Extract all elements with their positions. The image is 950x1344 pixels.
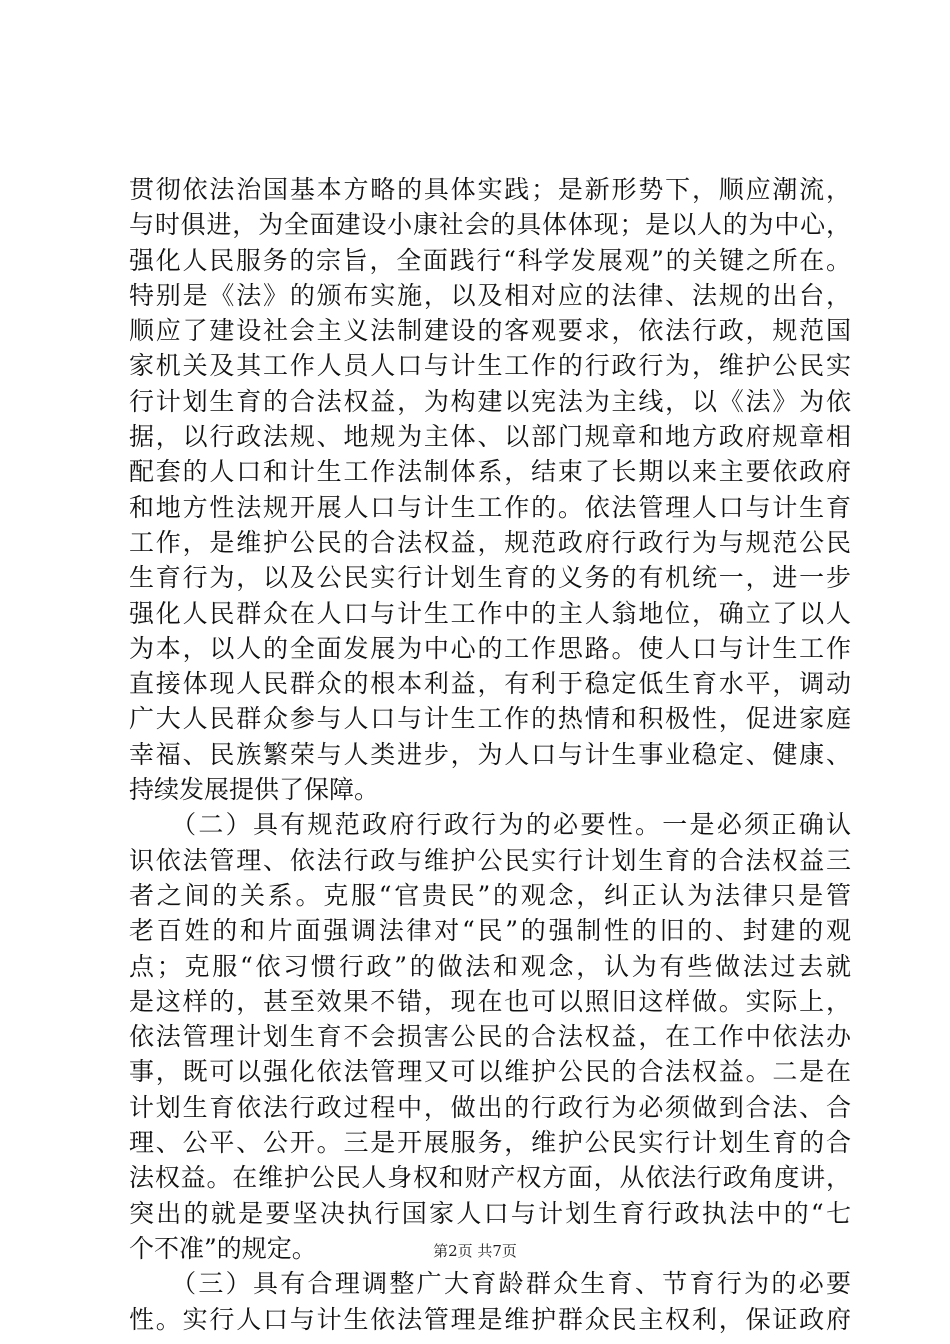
text-line: 法权益。在维护公民人身权和财产权方面，从依法行政角度讲， xyxy=(129,1163,851,1193)
text-line: 强化人民服务的宗旨，全面践行“科学发展观”的关键之所在。 xyxy=(129,245,851,275)
text-line: 与时俱进，为全面建设小康社会的具体体现；是以人的为中心， xyxy=(129,210,851,240)
text-line: 者之间的关系。克服“官贵民”的观念，纠正认为法律只是管 xyxy=(129,880,851,910)
text-line: 行计划生育的合法权益，为构建以宪法为主线，以《法》为依 xyxy=(129,386,851,416)
text-line: 贯彻依法治国基本方略的具体实践；是新形势下，顺应潮流， xyxy=(129,175,851,204)
text-line: 依法管理计划生育不会损害公民的合法权益，在工作中依法办 xyxy=(129,1022,851,1052)
text-line: 直接体现人民群众的根本利益，有利于稳定低生育水平，调动 xyxy=(129,669,851,699)
page-footer: 第2页 共7页 xyxy=(433,1242,517,1260)
text-line: 幸福、民族繁荣与人类进步，为人口与计生事业稳定、健康、 xyxy=(129,739,851,769)
text-line: 点；克服“依习惯行政”的做法和观念，认为有些做法过去就 xyxy=(129,951,851,981)
text-line: 识依法管理、依法行政与维护公民实行计划生育的合法权益三 xyxy=(129,845,851,875)
text-line: 突出的就是要坚决执行国家人口与计划生育行政执法中的“七 xyxy=(129,1198,851,1228)
text-line: 生育行为，以及公民实行计划生育的义务的有机统一，进一步 xyxy=(129,563,851,593)
text-line: 家机关及其工作人员人口与计生工作的行政行为，维护公民实 xyxy=(129,351,851,381)
text-line: 是这样的，甚至效果不错，现在也可以照旧这样做。实际上， xyxy=(129,986,851,1016)
text-line: 广大人民群众参与人口与计生工作的热情和积极性，促进家庭 xyxy=(129,704,851,734)
text-line: （二）具有规范政府行政行为的必要性。一是必须正确认 xyxy=(129,810,851,840)
text-line: 持续发展提供了保障。 xyxy=(129,775,380,805)
text-line: 强化人民群众在人口与计生工作中的主人翁地位，确立了以人 xyxy=(129,598,851,628)
text-line: 为本，以人的全面发展为中心的工作思路。使人口与计生工作 xyxy=(129,633,851,663)
text-line: 和地方性法规开展人口与计生工作的。依法管理人口与计生育 xyxy=(129,492,851,522)
text-line: 据，以行政法规、地规为主体、以部门规章和地方政府规章相 xyxy=(129,422,851,452)
body-text xyxy=(129,172,851,1337)
text-line: 配套的人口和计生工作法制体系，结束了长期以来主要依政府 xyxy=(129,457,851,487)
text-line: 计划生育依法行政过程中，做出的行政行为必须做到合法、合 xyxy=(129,1092,851,1122)
text-line: （三）具有合理调整广大育龄群众生育、节育行为的必要 xyxy=(129,1269,851,1299)
text-line: 工作，是维护公民的合法权益，规范政府行政行为与规范公民 xyxy=(129,527,851,557)
text-line: 个不准”的规定。 xyxy=(129,1233,317,1263)
text-line: 性。实行人口与计生依法管理是维护群众民主权利，保证政府 xyxy=(129,1304,851,1334)
text-line: 老百姓的和片面强调法律对“民”的强制性的旧的、封建的观 xyxy=(129,916,851,946)
text-line: 顺应了建设社会主义法制建设的客观要求，依法行政，规范国 xyxy=(129,316,851,346)
text-line: 事，既可以强化依法管理又可以维护公民的合法权益。二是在 xyxy=(129,1057,851,1087)
text-line: 理、公平、公开。三是开展服务，维护公民实行计划生育的合 xyxy=(129,1128,851,1158)
text-line: 特别是《法》的颁布实施，以及相对应的法律、法规的出台， xyxy=(129,280,851,310)
